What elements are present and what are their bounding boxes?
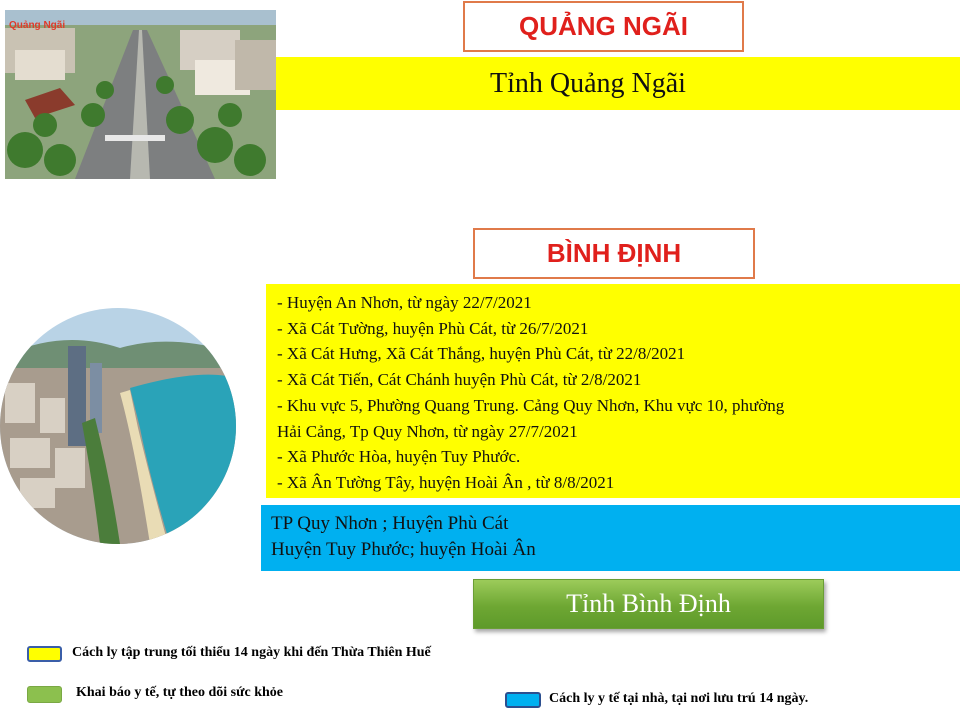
legend-green-swatch xyxy=(27,686,62,703)
coastline-photo xyxy=(0,308,236,544)
list-item: - Xã Ân Tường Tây, huyện Hoài Ân , từ 8/8/2021 xyxy=(277,472,615,492)
legend-yellow-label: Cách ly tập trung tối thiểu 14 ngày khi đến Thừa Thiên Huế xyxy=(72,645,431,660)
binh-dinh-home-quarantine-list xyxy=(261,505,960,571)
photo-logo: Quảng Ngãi xyxy=(9,20,66,31)
legend-blue-swatch xyxy=(505,692,541,708)
list-item: - Xã Phước Hòa, huyện Tuy Phước. xyxy=(277,447,521,467)
legend-green-label: Khai báo y tế, tự theo dõi sức khỏe xyxy=(76,685,283,700)
city-street-photo xyxy=(5,10,276,179)
legend-yellow-swatch xyxy=(27,646,62,662)
title-binh-dinh: BÌNH ĐỊNH xyxy=(473,228,755,279)
quang-ngai-area: Tỉnh Quảng Ngãi xyxy=(276,57,960,110)
list-item: - Huyện An Nhơn, từ ngày 22/7/2021 xyxy=(277,293,532,312)
list-item: Hải Cảng, Tp Quy Nhơn, từ ngày 27/7/2021 xyxy=(277,421,578,441)
legend-blue-label: Cách ly y tế tại nhà, tại nơi lưu trú 14 ngày. xyxy=(549,691,809,706)
list-item: Huyện Tuy Phước; huyện Hoài Ân xyxy=(271,539,536,560)
list-item: - Khu vực 5, Phường Quang Trung. Cảng Quy Nhơn, Khu vực 10, phường xyxy=(277,395,785,415)
title-quang-ngai: QUẢNG NGÃI xyxy=(463,1,744,52)
binh-dinh-province-button[interactable]: Tỉnh Bình Định xyxy=(473,579,824,629)
list-item: TP Quy Nhơn ; Huyện Phù Cát xyxy=(271,513,509,534)
list-item: - Xã Cát Tường, huyện Phù Cát, từ 26/7/2021 xyxy=(277,318,589,338)
binh-dinh-concentrated-quarantine-list xyxy=(266,284,960,498)
list-item: - Xã Cát Hưng, Xã Cát Thắng, huyện Phù Cát, từ 22/8/2021 xyxy=(277,344,686,364)
list-item: - Xã Cát Tiến, Cát Chánh huyện Phù Cát, từ 2/8/2021 xyxy=(277,370,642,390)
